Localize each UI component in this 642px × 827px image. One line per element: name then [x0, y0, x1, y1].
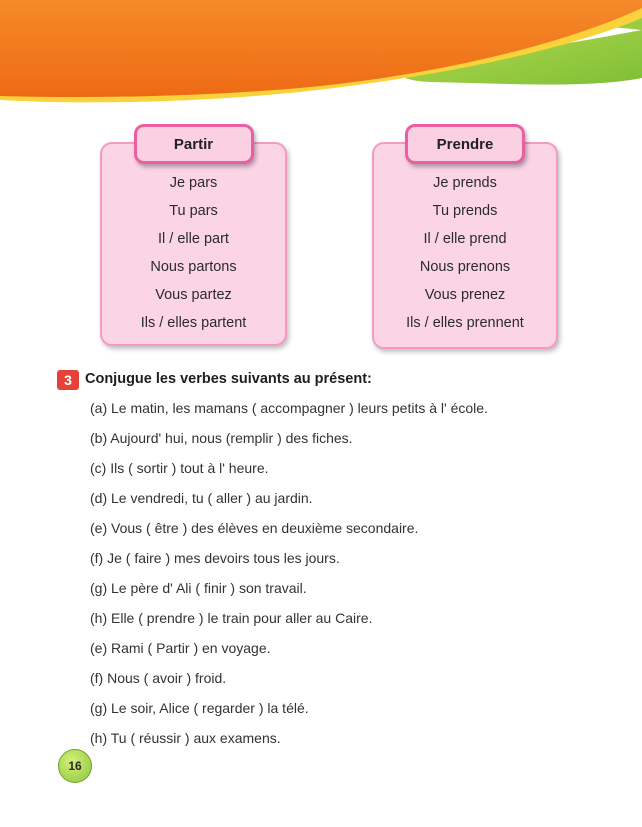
verb-title-prendre: Prendre	[405, 124, 525, 164]
exercise-sentence: (h) Tu ( réussir ) aux examens.	[90, 730, 281, 746]
exercise-sentence: (f) Nous ( avoir ) froid.	[90, 670, 227, 686]
exercise-sentence-list	[90, 398, 488, 758]
header-decoration	[0, 0, 642, 120]
conjugation-form: Je pars	[169, 175, 218, 191]
conjugation-form: Ils / elles prennent	[406, 315, 524, 331]
conjugation-form: Ils / elles partent	[140, 315, 247, 331]
exercise-sentence: (f) Je ( faire ) mes devoirs tous les jours.	[90, 550, 340, 566]
exercise-sentence: (e) Rami ( Partir ) en voyage.	[90, 640, 271, 656]
exercise-sentence: (b) Aujourd' hui, nous (remplir ) des fiches.	[90, 430, 353, 446]
conjugation-form: Nous partons	[150, 259, 237, 275]
exercise-sentence: (d) Le vendredi, tu ( aller ) au jardin.	[90, 490, 313, 506]
conjugation-form: Je prends	[433, 175, 497, 191]
conjugation-form: Tu prends	[432, 203, 498, 219]
conjugation-box-prendre	[372, 135, 558, 349]
exercise-sentence: (a) Le matin, les mamans ( accompagner ) leurs petits à l' école.	[90, 400, 488, 416]
page-number-badge: 16	[58, 749, 92, 783]
conjugation-list-partir	[102, 173, 285, 341]
exercise-sentence: (e) Vous ( être ) des élèves en deuxième secondaire.	[90, 520, 419, 536]
exercise-title: Conjugue les verbes suivants au présent:	[85, 371, 372, 387]
conjugation-box-partir	[100, 135, 287, 346]
conjugation-form: Il / elle prend	[423, 231, 507, 247]
conjugation-form: Il / elle part	[158, 231, 229, 247]
conjugation-form: Nous prenons	[419, 259, 511, 275]
conjugation-form: Vous partez	[155, 287, 232, 303]
conjugation-list-prendre	[374, 173, 556, 341]
conjugation-form: Tu pars	[169, 203, 218, 219]
exercise-sentence: (g) Le soir, Alice ( regarder ) la télé.	[90, 700, 309, 716]
conjugation-form: Vous prenez	[424, 287, 506, 303]
exercise-sentence: (h) Elle ( prendre ) le train pour aller au Caire.	[90, 610, 373, 626]
exercise-sentence: (g) Le père d' Ali ( finir ) son travail.	[90, 580, 307, 596]
exercise-number-badge: 3	[57, 370, 79, 390]
verb-title-partir: Partir	[134, 124, 254, 164]
exercise-sentence: (c) Ils ( sortir ) tout à l' heure.	[90, 460, 269, 476]
